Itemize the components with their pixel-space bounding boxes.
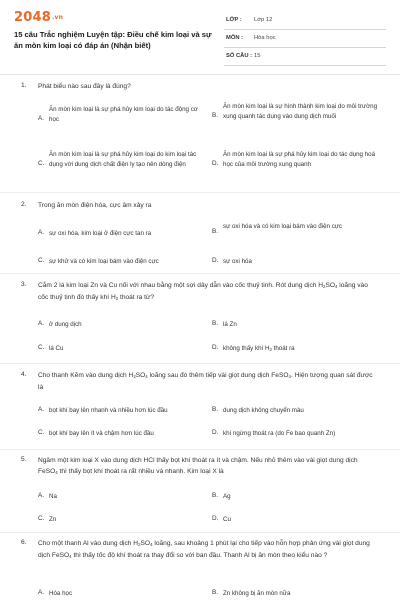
meta-value: 15	[254, 53, 261, 59]
option-text: sự oxi hóa và có kim loại bám vào điện cực	[223, 223, 343, 230]
option-letter: D.	[212, 429, 219, 436]
question-text: Cho một thanh Al vào dung dịch $H_2SO_4$ loãng, sau khoảng 1 phút lại cho tiếp vào hỗn hợp phản ứng vài giọt dung dịch FeSO$_4$ thì thấy tốc độ khí thoát ra thay đổi so với ban đầu. Thanh Al bị ăn mòn theo kiểu nào ?	[38, 540, 370, 559]
option-text: Hóa học	[49, 590, 73, 597]
question-number: 5.	[21, 456, 27, 463]
page-title: 15 câu Trắc nghiệm Luyện tập: Điều chế kim loại và sự ăn mòn kim loại có đáp án (Nhận biết)	[14, 30, 212, 50]
option-letter: A.	[38, 406, 45, 413]
option-letter: B.	[212, 492, 219, 499]
option-letter: A.	[38, 115, 45, 122]
option-text: Zn không bị ăn mòn nữa	[223, 590, 291, 597]
question-separator	[0, 273, 400, 274]
meta-row-count	[224, 48, 386, 66]
option-text: Na	[49, 493, 57, 500]
option-letter: C.	[38, 515, 45, 522]
option-letter: C.	[38, 257, 45, 264]
document-header	[0, 0, 400, 68]
option-text: sự khử và có kim loại bám vào điện cực	[49, 258, 159, 265]
meta-value: Lớp 12	[254, 17, 273, 23]
meta-label: MÔN :	[226, 35, 244, 41]
option-text: Ăn mòn kim loại là sự phá hủy kim loại do tác động cơ học	[49, 106, 198, 123]
question-number: 3.	[21, 281, 27, 288]
question-number: 1.	[21, 82, 27, 89]
option-letter: D.	[212, 160, 219, 167]
option-letter: C.	[38, 160, 45, 167]
meta-row-class	[224, 12, 386, 30]
option-text: dung dịch không chuyển màu	[223, 407, 304, 414]
option-text: Zn	[49, 516, 57, 523]
option-text: ở dung dịch	[49, 321, 82, 328]
meta-row-subject	[224, 30, 386, 48]
meta-label: LỚP :	[226, 17, 242, 23]
header-divider	[0, 74, 400, 75]
option-text: Ăn mòn kim loại là sự phá hủy kim loại do kim loại tác dụng với dung dịch chất điện ly tạo nên dòng điện	[49, 151, 197, 168]
option-text: Ăn mòn kim loại là sự phá hủy kim loại do tác dụng hoá học của môi trường xung quanh	[223, 151, 376, 168]
option-text: Ăn mòn kim loại là sự hình thành kim loại do môi trường xung quanh tác dụng vào dung dịch muối	[223, 103, 378, 120]
option-letter: C.	[38, 344, 45, 351]
question-separator	[0, 192, 400, 193]
site-logo[interactable]: 2048.vn	[14, 10, 64, 25]
option-letter: A.	[38, 492, 45, 499]
option-text: bọt khí bay lên nhanh và nhiều hơn lúc đầu	[49, 407, 168, 414]
question-number: 2.	[21, 201, 27, 208]
option-letter: A.	[38, 320, 45, 327]
meta-table	[224, 12, 386, 66]
question-number: 4.	[21, 371, 27, 378]
option-letter: B.	[212, 589, 219, 596]
option-letter: B.	[212, 406, 219, 413]
option-letter: D.	[212, 515, 219, 522]
question-text: Trong ăn mòn điện hóa, cực âm xảy ra	[38, 202, 152, 209]
option-letter: B.	[212, 228, 219, 235]
option-text: Cu	[223, 516, 231, 523]
question-text: Cho thanh Kẽm vào dung dịch $H_2SO_4$ loãng sau đó thêm tiếp vài giọt dung dịch FeSO$_4$. Hiện tượng quan sát được là	[38, 372, 373, 391]
question-text: Ngâm một kim loại X vào dung dịch HCl thấy bọt khí thoát ra ít và chậm. Nếu nhỏ thêm vào vài giọt dung dịch FeSO$_4$ thì thấy bọt khí thoát ra rất nhiều và nhanh. Kim loại X là	[38, 457, 358, 475]
option-text: sự oxi hóa	[223, 258, 252, 265]
question-number: 6.	[21, 539, 27, 546]
meta-value: Hóa học	[254, 35, 276, 41]
option-letter: B.	[212, 320, 219, 327]
option-text: khí ngừng thoát ra (do Fe bao quanh Zn)	[223, 430, 336, 437]
meta-label: SỐ CÂU :	[226, 53, 253, 59]
option-text: Ag	[223, 493, 231, 500]
option-text: không thấy khí $H_2$ thoát ra	[223, 345, 295, 352]
question-text: Phát biểu nào sau đây là đúng?	[38, 83, 131, 90]
option-letter: D.	[212, 257, 219, 264]
question-text: Cắm 2 lá kim loại Zn và Cu nối với nhau bằng một sợi dây dẫn vào cốc thuỷ tinh. Rót dung dịch $H_2SO_4$ loãng vào cốc thuỷ tinh đó thấy khí $H_2$ thoát ra từ?	[38, 282, 368, 301]
option-text: bọt khí bay lên ít và chậm hơn lúc đầu	[49, 430, 154, 437]
question-separator	[0, 532, 400, 533]
option-text: sự oxi hóa, kim loại ở điện cực tan ra	[49, 230, 152, 237]
option-text: lá Zn	[223, 321, 237, 328]
question-separator	[0, 449, 400, 450]
option-letter: B.	[212, 112, 219, 119]
option-letter: C.	[38, 429, 45, 436]
option-letter: D.	[212, 344, 219, 351]
option-text: lá Cu	[49, 345, 64, 352]
option-letter: A.	[38, 589, 45, 596]
question-separator	[0, 363, 400, 364]
option-letter: A.	[38, 229, 45, 236]
